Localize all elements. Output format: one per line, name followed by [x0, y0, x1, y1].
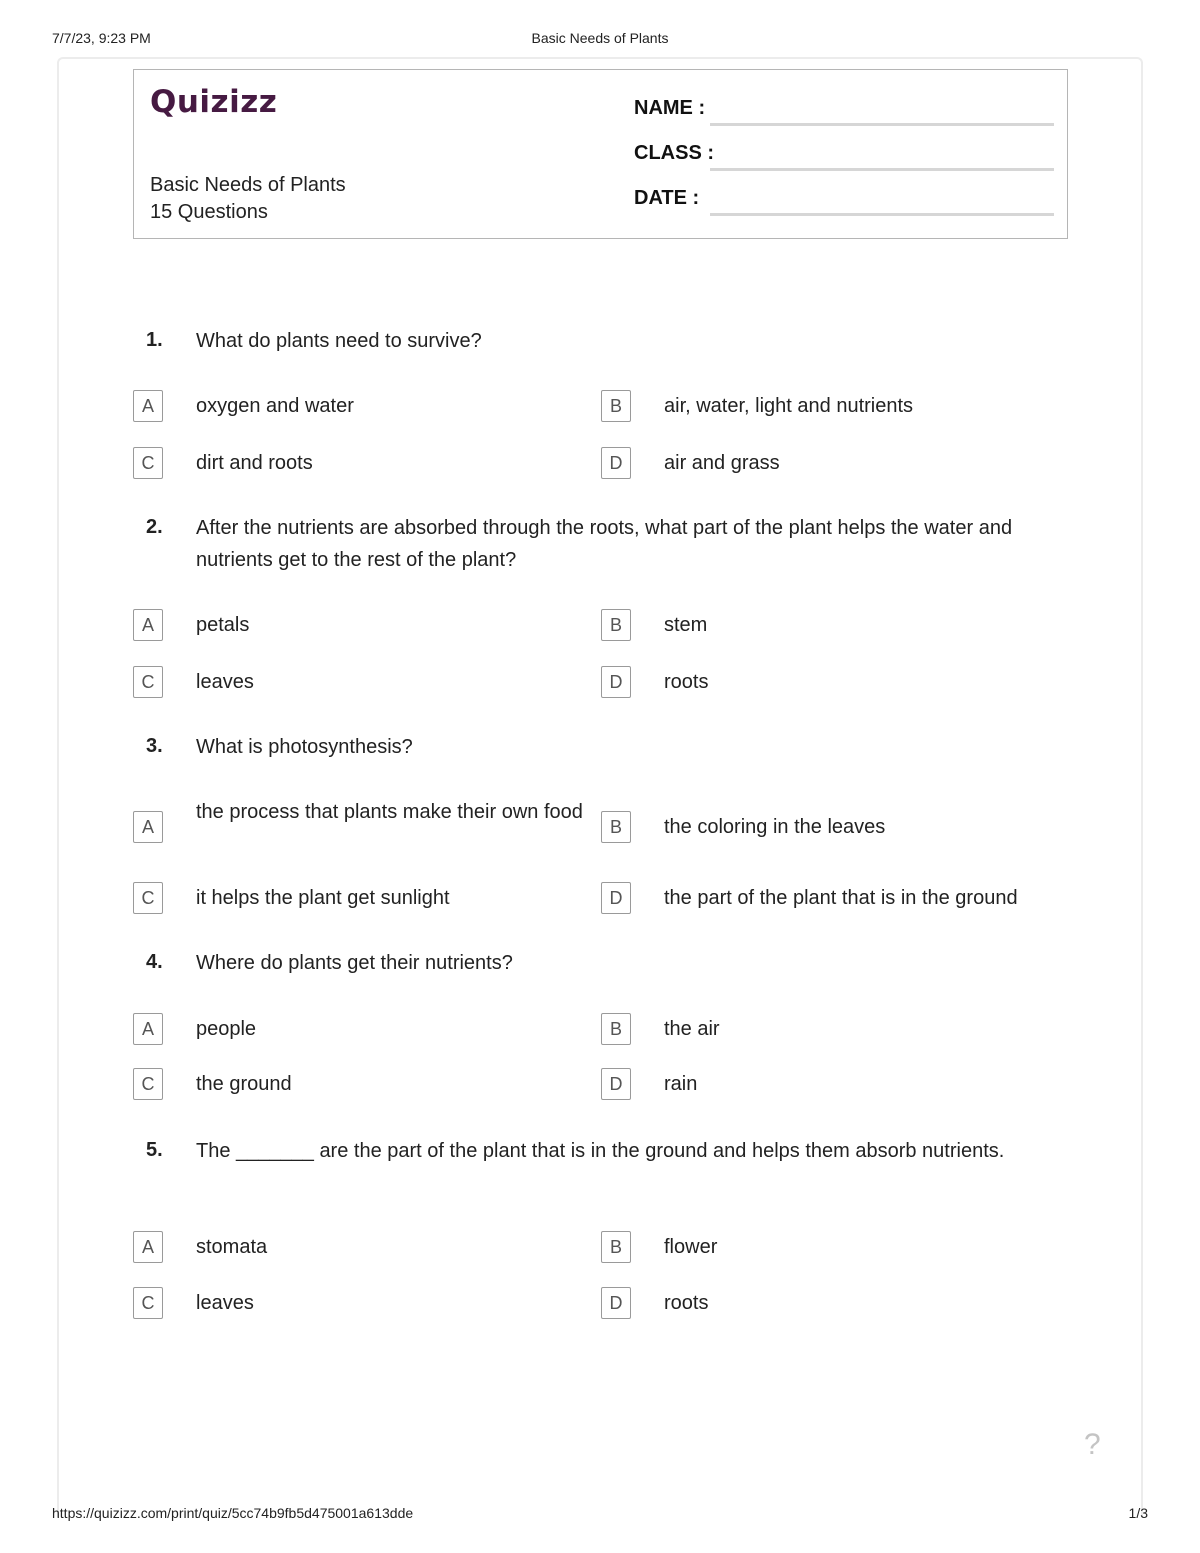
q1-option-b-box[interactable]: B: [601, 390, 631, 422]
question-4-text: Where do plants get their nutrients?: [196, 952, 513, 974]
q1-option-b-text: air, water, light and nutrients: [664, 395, 914, 417]
q5-option-c-text: leaves: [196, 1292, 254, 1314]
class-write-line: [710, 168, 1054, 171]
q2-option-b-box[interactable]: B: [601, 609, 631, 641]
print-footer: [52, 1505, 1148, 1525]
q4-option-a-box[interactable]: A: [133, 1013, 163, 1045]
q3-option-a-text: the process that plants make their own food: [196, 801, 583, 823]
q5-option-c-box[interactable]: C: [133, 1287, 163, 1319]
q4-option-b-text: the air: [664, 1018, 720, 1040]
q2-option-d-box[interactable]: D: [601, 666, 631, 698]
print-header: [52, 30, 1148, 50]
print-datetime: 7/7/23, 9:23 PM: [52, 30, 151, 46]
q4-option-d-box[interactable]: D: [601, 1068, 631, 1100]
help-icon[interactable]: ?: [1084, 1428, 1101, 1461]
q3-option-d-text: the part of the plant that is in the ground: [664, 887, 1018, 909]
q2-option-c-box[interactable]: C: [133, 666, 163, 698]
quiz-title: Basic Needs of Plants: [150, 174, 346, 196]
date-write-line: [710, 213, 1054, 216]
question-5-number: 5.: [146, 1139, 163, 1161]
q4-option-d-text: rain: [664, 1073, 698, 1095]
q1-option-a-text: oxygen and water: [196, 395, 354, 417]
q2-option-b-text: stem: [664, 614, 708, 636]
q3-option-c-text: it helps the plant get sunlight: [196, 887, 450, 909]
q5-option-b-box[interactable]: B: [601, 1231, 631, 1263]
q5-option-d-text: roots: [664, 1292, 709, 1314]
q3-option-d-box[interactable]: D: [601, 882, 631, 914]
question-2-text: After the nutrients are absorbed through the roots, what part of the plant helps the water and nutrients get to the rest of the plant?: [196, 517, 1013, 571]
q4-option-c-text: the ground: [196, 1073, 292, 1095]
q3-option-b-box[interactable]: B: [601, 811, 631, 843]
question-4-number: 4.: [146, 951, 163, 973]
page-number: 1/3: [1128, 1505, 1148, 1521]
question-count: 15 Questions: [150, 201, 268, 223]
q3-option-c-box[interactable]: C: [133, 882, 163, 914]
question-3-number: 3.: [146, 735, 163, 757]
name-label: NAME :: [634, 97, 706, 119]
question-5-text: The _______ are the part of the plant that is in the ground and helps them absorb nutrients.: [196, 1140, 1005, 1162]
class-label: CLASS :: [634, 142, 714, 164]
q2-option-a-box[interactable]: A: [133, 609, 163, 641]
question-2-number: 2.: [146, 516, 163, 538]
question-1-text: What do plants need to survive?: [196, 330, 482, 352]
question-1-number: 1.: [146, 329, 163, 351]
q1-option-c-text: dirt and roots: [196, 452, 313, 474]
name-field: [634, 97, 1054, 127]
q3-option-b-text: the coloring in the leaves: [664, 816, 886, 838]
q1-option-c-box[interactable]: C: [133, 447, 163, 479]
date-label: DATE :: [634, 187, 700, 209]
q4-option-b-box[interactable]: B: [601, 1013, 631, 1045]
print-title: Basic Needs of Plants: [531, 30, 669, 46]
print-url: https://quizizz.com/print/quiz/5cc74b9fb5d475001a613dde: [52, 1505, 414, 1521]
question-3-text: What is photosynthesis?: [196, 736, 413, 758]
name-write-line: [710, 123, 1054, 126]
quizizz-logo: Quizizz: [150, 84, 278, 120]
q2-option-d-text: roots: [664, 671, 709, 693]
q5-option-a-text: stomata: [196, 1236, 268, 1258]
q1-option-d-box[interactable]: D: [601, 447, 631, 479]
q5-option-d-box[interactable]: D: [601, 1287, 631, 1319]
q4-option-c-box[interactable]: C: [133, 1068, 163, 1100]
q4-option-a-text: people: [196, 1018, 257, 1040]
q2-option-a-text: petals: [196, 614, 250, 636]
date-field: [634, 187, 1054, 217]
q3-option-a-box[interactable]: A: [133, 811, 163, 843]
q1-option-a-box[interactable]: A: [133, 390, 163, 422]
q5-option-a-box[interactable]: A: [133, 1231, 163, 1263]
class-field: [634, 142, 1054, 172]
q2-option-c-text: leaves: [196, 671, 254, 693]
q5-option-b-text: flower: [664, 1236, 718, 1258]
q1-option-d-text: air and grass: [664, 452, 780, 474]
